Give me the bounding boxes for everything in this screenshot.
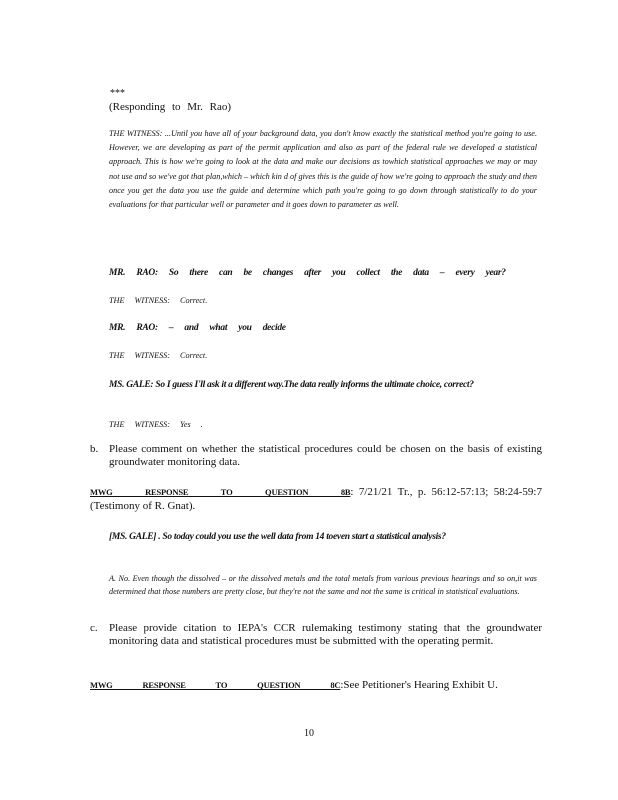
answer-paragraph: A. No. Even though the dissolved – or the dissolved metals and the total metals from various previous hearings and so on,it was determined that those numbers are pretty close, but they're not the same and not the same is critical in statistical evaluations. <box>109 574 537 596</box>
question-item-c <box>90 622 542 648</box>
section-separator: *** <box>110 88 125 99</box>
witness-testimony-paragraph: THE WITNESS: ...Until you have all of your background data, you don't know exactly the statistical method you're going to use. However, we are developing as part of the permit application and also as part of the federal rule we developed a statistical approach. This is how we're going to look at the data and make our decisions as towhich statistical approaches we may or may not use and so we've got that plan,which – which kin d of gives this is the guide of how we're going to approach the study and then once you get the data you use the guide and determine which path you're going to go down through statistically to do your evaluations for that particular well or parameter and it goes down to parameter as well. <box>109 129 537 210</box>
item-c-letter: c. <box>90 622 98 634</box>
response-8b <box>90 485 542 513</box>
question-rao-2: MR. RAO: – and what you decide <box>109 323 286 333</box>
answer-witness-1: THE WITNESS: Correct. <box>109 296 208 305</box>
responding-heading: (Responding to Mr. Rao) <box>109 101 231 113</box>
item-c-text: Please provide citation to IEPA's CCR rulemaking testimony stating that the groundwater monitoring data and statistical procedures must be submitted with the operating permit. <box>109 622 542 647</box>
response-8b-text: : 7/21/21 Tr., p. 56:12-57:13; 58:24-59:7 (Testimony of R. Gnat). <box>90 486 542 512</box>
response-8c <box>90 678 542 692</box>
question-gale-1: MS. GALE: So I guess I'll ask it a different way.The data really informs the ultimate choice, correct? <box>109 380 474 390</box>
response-8b-label: MWG RESPONSE TO QUESTION 8B <box>90 487 351 497</box>
page-number: 10 <box>304 728 314 739</box>
item-b-text: Please comment on whether the statistical procedures could be chosen on the basis of existing groundwater monitoring data. <box>109 443 542 468</box>
answer-witness-2: THE WITNESS: Correct. <box>109 351 208 360</box>
question-rao-1: MR. RAO: So there can be changes after you collect the data – every year? <box>109 268 506 278</box>
response-8c-label: MWG RESPONSE TO QUESTION 8C <box>90 680 341 690</box>
question-item-b <box>90 443 542 469</box>
answer-witness-3: THE WITNESS: Yes . <box>109 420 203 429</box>
question-gale-2: [MS. GALE] . So today could you use the well data from 14 toeven start a statistical analysis? <box>109 532 446 542</box>
item-b-letter: b. <box>90 443 99 455</box>
response-8c-text: :See Petitioner's Hearing Exhibit U. <box>340 679 498 691</box>
